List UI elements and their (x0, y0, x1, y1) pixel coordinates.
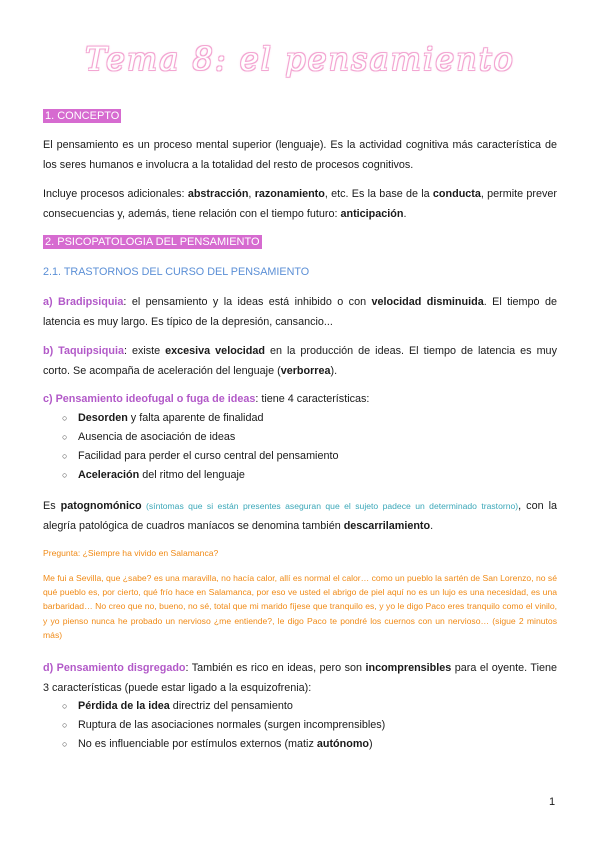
bold-descarrilamiento: descarrilamiento (343, 519, 431, 532)
paragraph-patognomonico (43, 497, 557, 536)
page-number: 1 (549, 796, 556, 808)
term-taquipsiquia: b) Taquipsiquia (43, 345, 124, 357)
bold-velocidad-disminuida: velocidad disminuida (371, 296, 484, 308)
list-item-text: No es influenciable por estímulos externos (matiz (78, 738, 317, 750)
example-answer: Me fui a Sevilla, que ¿sabe? es una maravilla, no hacía calor, allí es normal el calor… como un pueblo la sartén de San Lorenzo, no sé qué pueblo es, por cierto, qué frío hace en Salamanca, por eso ve usted el abrigo de piel aquí no es un lujo es una necesidad, es una barbaridad… No creo que no, bueno, no sé, total que mi marido fíjese que tranquilo es, y yo le digo Paco eres tranquilo como el vinilo, y yo pienso nunca he probado un nervioso ¿me entiende?, le digo Paco te pondré los cuernos con un nervioso… (sigue 2 minutos más) (43, 573, 558, 640)
list-item-bold: Desorden (78, 412, 128, 424)
list-item-text: Ruptura de las asociaciones normales (surgen incomprensibles) (78, 719, 386, 731)
list-item (62, 466, 338, 485)
text-span: en la producción de ideas. El tiempo de latencia es muy corto. Se acompaña de aceleración del lenguaje ( (43, 345, 557, 377)
bold-razonamiento: razonamiento (254, 188, 325, 200)
list-item-text: del ritmo del lenguaje (139, 469, 245, 481)
list-disgregado (62, 697, 385, 754)
paragraph-concepto: El pensamiento es un proceso mental superior (lenguaje). Es la actividad cognitiva más característica de los seres humanos e involucra a la totalidad del resto de procesos cognitivos. (43, 139, 557, 171)
section-heading-psicopatologia-text: 2. PSICOPATOLOGIA DEL PENSAMIENTO (45, 236, 260, 248)
text-span: para el oyente. Tiene 3 características (puede estar ligado a la esquizofrenia): (43, 662, 557, 694)
text-span: , con la alegría patológica de cuadros maníacos se denomina también (43, 500, 558, 532)
list-item-text: Ausencia de asociación de ideas (78, 431, 236, 443)
list-item-text: Facilidad para perder el curso central del pensamiento (78, 450, 339, 462)
note-sintomas: (síntomas que si están presentes aseguran que el sujeto padece un determinado trastorno) (141, 501, 519, 511)
example-question: Pregunta: ¿Siempre ha vivido en Salamanca? (43, 548, 219, 558)
list-item-bold: Pérdida de la idea (78, 700, 170, 712)
list-item (62, 447, 338, 466)
page-title: Tema 8: el pensamiento (85, 40, 515, 78)
list-item (62, 697, 385, 716)
bold-autonomo: autónomo (316, 738, 370, 750)
paragraph-bradipsiquia (43, 293, 557, 332)
text-span: . El tiempo de latencia es muy largo. Es típico de la depresión, cansancio... (43, 296, 557, 328)
bold-excesiva-velocidad: excesiva velocidad (165, 345, 265, 357)
text-span: , permite prever consecuencias y, además, tiene relación con el tiempo futuro: (43, 188, 558, 220)
paragraph-procesos (43, 185, 557, 224)
text-span: Es (43, 500, 61, 512)
section-heading-concepto (43, 110, 121, 122)
text-span: Incluye procesos adicionales: (43, 188, 188, 200)
text-span: : el pensamiento y la ideas está inhibido o con (123, 296, 372, 308)
section-heading-psicopatologia (43, 236, 262, 248)
subsection-heading-trastornos: 2.1. TRASTORNOS DEL CURSO DEL PENSAMIENTO (43, 266, 310, 278)
term-fuga-de-ideas: c) Pensamiento ideofugal o fuga de ideas (43, 393, 256, 405)
paragraph-taquipsiquia (43, 342, 557, 381)
bold-incomprensibles: incomprensibles (365, 662, 452, 674)
list-item (62, 409, 338, 428)
text-span: : existe (123, 345, 166, 357)
list-item (62, 735, 385, 754)
bold-conducta: conducta (432, 188, 481, 200)
list-item (62, 428, 338, 447)
text-span: , (248, 188, 255, 200)
text-span: , etc. Es la base de la (324, 188, 433, 200)
text-span: . (430, 519, 434, 532)
list-item-text: directriz del pensamiento (169, 700, 293, 712)
paragraph-fuga-de-ideas (43, 390, 557, 410)
paragraph-disgregado (43, 659, 557, 698)
text-span: : También es rico en ideas, pero son (185, 662, 366, 674)
section-heading-concepto-text: 1. CONCEPTO (45, 110, 120, 122)
list-fuga-de-ideas (62, 409, 338, 485)
text-span: . (403, 207, 407, 220)
text-span: ). (330, 364, 338, 377)
bold-anticipacion: anticipación (340, 207, 404, 220)
list-item-text: y falta aparente de finalidad (127, 412, 264, 424)
bold-patognomonico: patognomónico (60, 500, 142, 512)
bold-abstraccion: abstracción (187, 188, 249, 200)
list-item-bold: Aceleración (78, 469, 140, 481)
list-item-text: ) (369, 738, 373, 750)
bold-verborrea: verborrea (280, 364, 331, 377)
term-bradipsiquia: a) Bradipsiquia (43, 296, 124, 308)
list-item (62, 716, 385, 735)
text-span: : tiene 4 características: (255, 393, 370, 405)
term-pensamiento-disgregado: d) Pensamiento disgregado (43, 662, 186, 674)
